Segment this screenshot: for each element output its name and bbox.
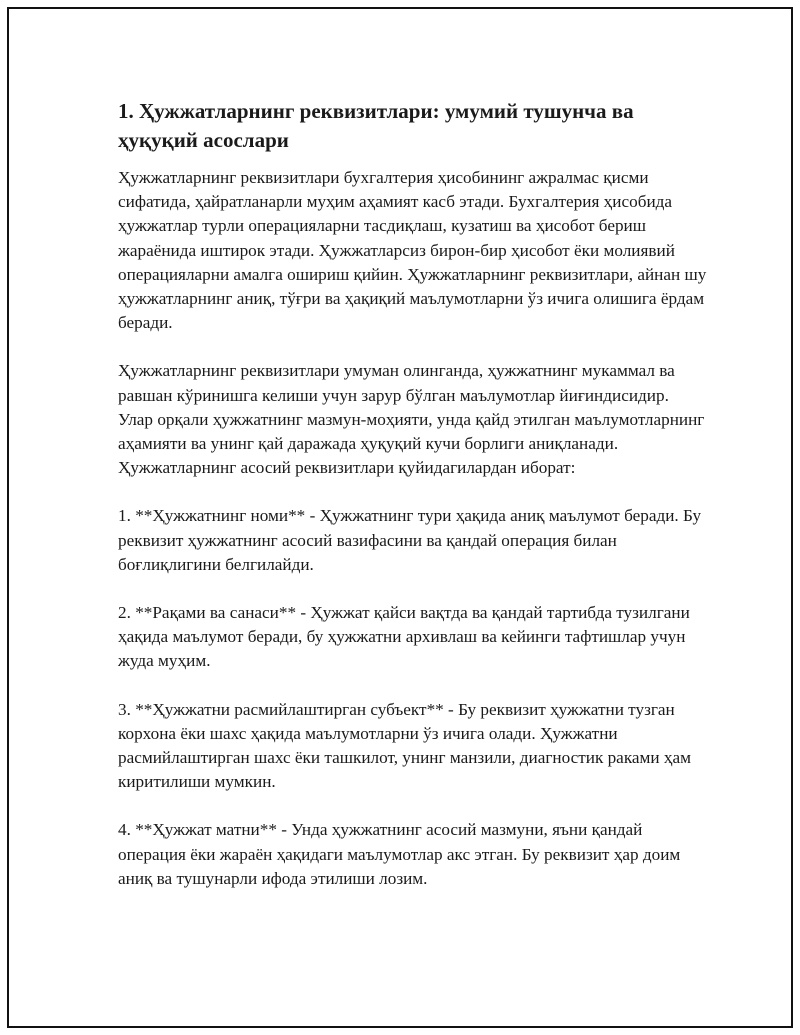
list-item-document-text: 4. **Ҳужжат матни** - Унда ҳужжатнинг асосий мазмуни, яъни қандай операция ёки жараён ҳақидаги маълумотлар акс этган. Бу реквизит ҳар доим аниқ ва тушунарли ифода этилиши лозим. bbox=[118, 820, 681, 888]
document-body bbox=[118, 97, 708, 915]
document-page bbox=[7, 7, 793, 1028]
list-item-issuing-entity: 3. **Ҳужжатни расмийлаштирган субъект** - Бу реквизит ҳужжатни тузган корхона ёки шахс ҳақида маълумотларни ўз ичига олади. Ҳужжатни расмийлаштирган шахс ёки ташкилот, унинг манзили, диагностик раками ҳам киритилиши мумкин. bbox=[118, 699, 692, 792]
list-item-document-name: 1. **Ҳужжатнинг номи** - Ҳужжатнинг тури ҳақида аниқ маълумот беради. Бу реквизит ҳужжатнинг асосий вазифасини ва қандай операция билан боғлиқлигини белгилайди. bbox=[118, 506, 702, 574]
intro-paragraph: Ҳужжатларнинг реквизитлари бухгалтерия ҳисобининг ажралмас қисми сифатида, ҳайратланарли муҳим аҳамият касб этади. Бухгалтерия ҳисобида ҳужжатлар турли операцияларни тасдиқлаш, кузатиш ва ҳисобот бериш жараёнида иштирок этади. Ҳужжатларсиз бирон-бир ҳисобот ёки молиявий операцияларни амалга ошириш қийин. Ҳужжатларнинг реквизитлари, айнан шу ҳужжатларнинг аниқ, тўғри ва ҳақиқий маълумотларни ўз ичига олишига ёрдам беради. bbox=[118, 168, 707, 333]
list-item-number-and-date: 2. **Рақами ва санаси** - Ҳужжат қайси вақтда ва қандай тартибда тузилгани ҳақида маълумот беради, бу ҳужжатни архивлаш ва кейинги тафтишлар учун жуда муҳим. bbox=[118, 603, 690, 671]
section-title: 1. Ҳужжатларнинг реквизитлари: умумий тушунча ва ҳуқуқий асослари bbox=[118, 99, 634, 152]
requisites-overview-paragraph: Ҳужжатларнинг реквизитлари умуман олинганда, ҳужжатнинг мукаммал ва равшан кўринишга келиши учун зарур бўлган маълумотлар йиғиндисидир. Улар орқали ҳужжатнинг мазмун-моҳияти, унда қайд этилган маълумотларнинг аҳамияти ва унинг қай даражада ҳуқуқий кучи борлиги аниқланади. Ҳужжатларнинг асосий реквизитлари қуйидагилардан иборат: bbox=[118, 361, 705, 478]
